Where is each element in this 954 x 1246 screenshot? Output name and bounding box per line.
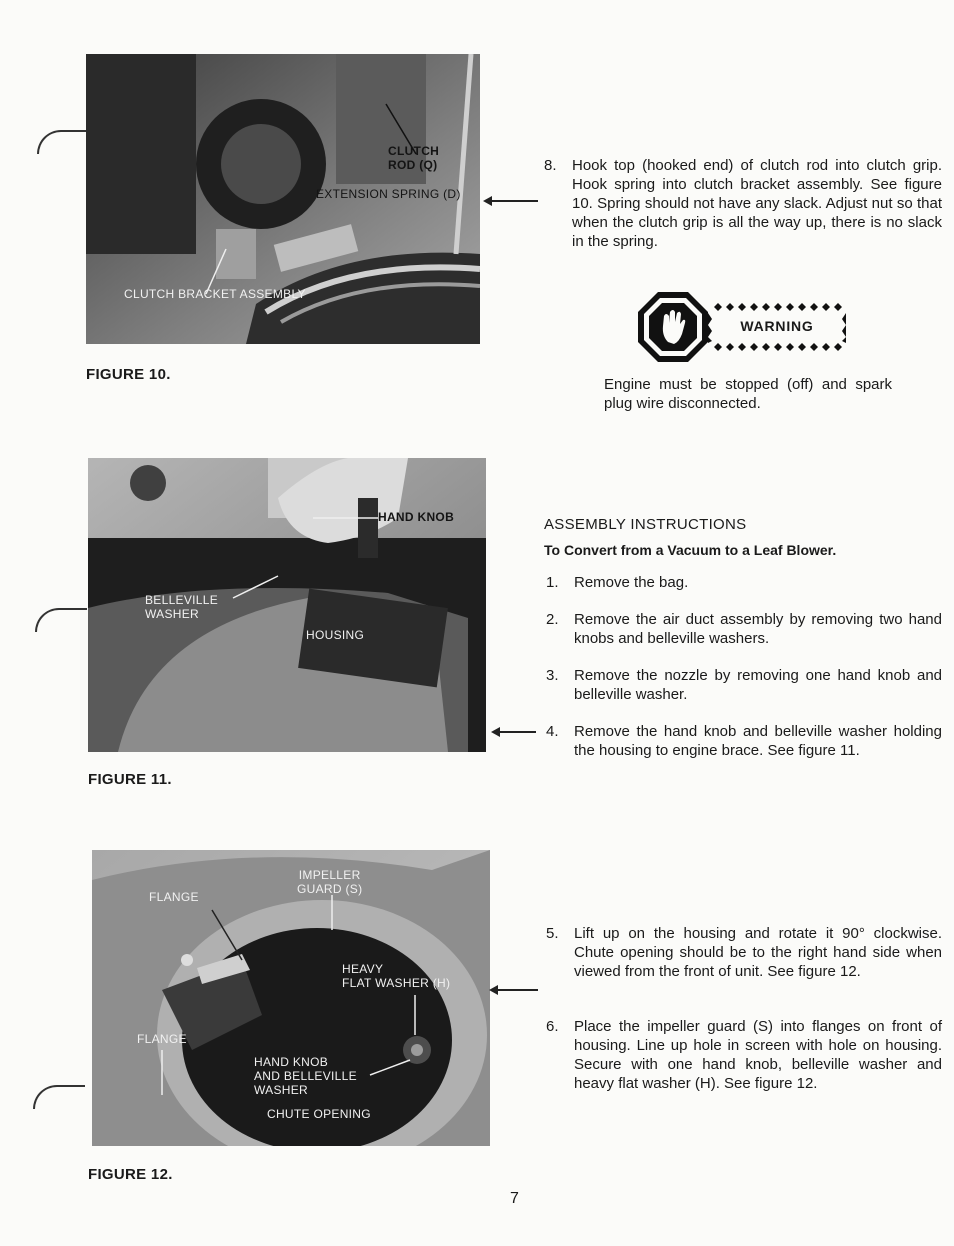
step-number: 1.	[546, 574, 559, 591]
label-flange-top: FLANGE	[149, 890, 199, 904]
step-8	[544, 156, 942, 256]
step-2	[546, 610, 942, 650]
warning-text: Engine must be stopped (off) and spark plug wire disconnected.	[604, 376, 892, 412]
warning-box	[636, 290, 856, 366]
pointer-arrow	[496, 989, 538, 991]
label-heavy-flat-washer: HEAVY FLAT WASHER (H)	[342, 962, 451, 990]
step-text: Remove the bag.	[574, 574, 689, 591]
stop-hand-icon	[636, 290, 710, 364]
step-text: Remove the hand knob and belleville washer holding the housing to engine brace. See figure 11.	[574, 723, 942, 759]
label-clutch-bracket-assembly: CLUTCH BRACKET ASSEMBLY	[124, 287, 306, 301]
page-number: 7	[510, 1190, 519, 1207]
figure-12-photo	[92, 850, 490, 1146]
step-number: 2.	[546, 611, 559, 628]
figure-10-photo	[86, 54, 480, 344]
label-housing: HOUSING	[306, 628, 365, 642]
assembly-subheading: To Convert from a Vacuum to a Leaf Blower.	[544, 542, 837, 558]
step-6	[546, 1017, 942, 1097]
step-number: 8.	[544, 157, 557, 174]
binder-curl	[35, 608, 87, 632]
label-hand-knob: HAND KNOB	[378, 510, 455, 524]
step-text: Hook top (hooked end) of clutch rod into clutch grip. Hook spring into clutch bracket assembly. See figure 10. Spring should not have any slack. Adjust nut so that when the clutch grip is all the way up, there is no slack in the spring.	[572, 157, 942, 250]
figure-10-caption: FIGURE 10.	[86, 366, 171, 383]
step-5	[546, 924, 942, 1004]
figure-11-caption: FIGURE 11.	[88, 771, 172, 788]
step-3	[546, 666, 942, 706]
label-hand-knob-belleville-washer: HAND KNOB AND BELLEVILLE WASHER	[254, 1055, 357, 1097]
pointer-arrow	[490, 200, 538, 202]
step-text: Lift up on the housing and rotate it 90° clockwise. Chute opening should be to the right hand side when viewed from the front of unit. See figure 12.	[574, 925, 942, 980]
step-text: Place the impeller guard (S) into flanges on front of housing. Line up hole in screen with hole on housing. Secure with one hand knob, belleville washer and heavy flat washer (H). See figure 12.	[574, 1018, 942, 1092]
step-1	[546, 573, 942, 593]
label-extension-spring: EXTENSION SPRING (D)	[316, 187, 461, 201]
figure-11-photo	[88, 458, 486, 752]
step-number: 5.	[546, 925, 559, 942]
step-text: Remove the nozzle by removing one hand knob and belleville washer.	[574, 667, 942, 703]
figure-12-caption: FIGURE 12.	[88, 1166, 173, 1183]
label-flange-left: FLANGE	[137, 1032, 187, 1046]
label-belleville-washer: BELLEVILLE WASHER	[145, 593, 219, 621]
warning-label: WARNING	[740, 318, 814, 334]
step-4	[546, 722, 942, 762]
label-clutch-rod: CLUTCH ROD (Q)	[388, 144, 440, 172]
label-chute-opening: CHUTE OPENING	[267, 1107, 371, 1121]
step-number: 4.	[546, 723, 559, 740]
step-number: 3.	[546, 667, 559, 684]
step-number: 6.	[546, 1018, 559, 1035]
assembly-heading: ASSEMBLY INSTRUCTIONS	[544, 516, 747, 533]
label-impeller-guard: IMPELLER GUARD (S)	[297, 868, 363, 896]
pointer-arrow	[498, 731, 536, 733]
binder-curl	[37, 130, 89, 154]
binder-curl	[33, 1085, 85, 1109]
step-text: Remove the air duct assembly by removing two hand knobs and belleville washers.	[574, 611, 942, 647]
